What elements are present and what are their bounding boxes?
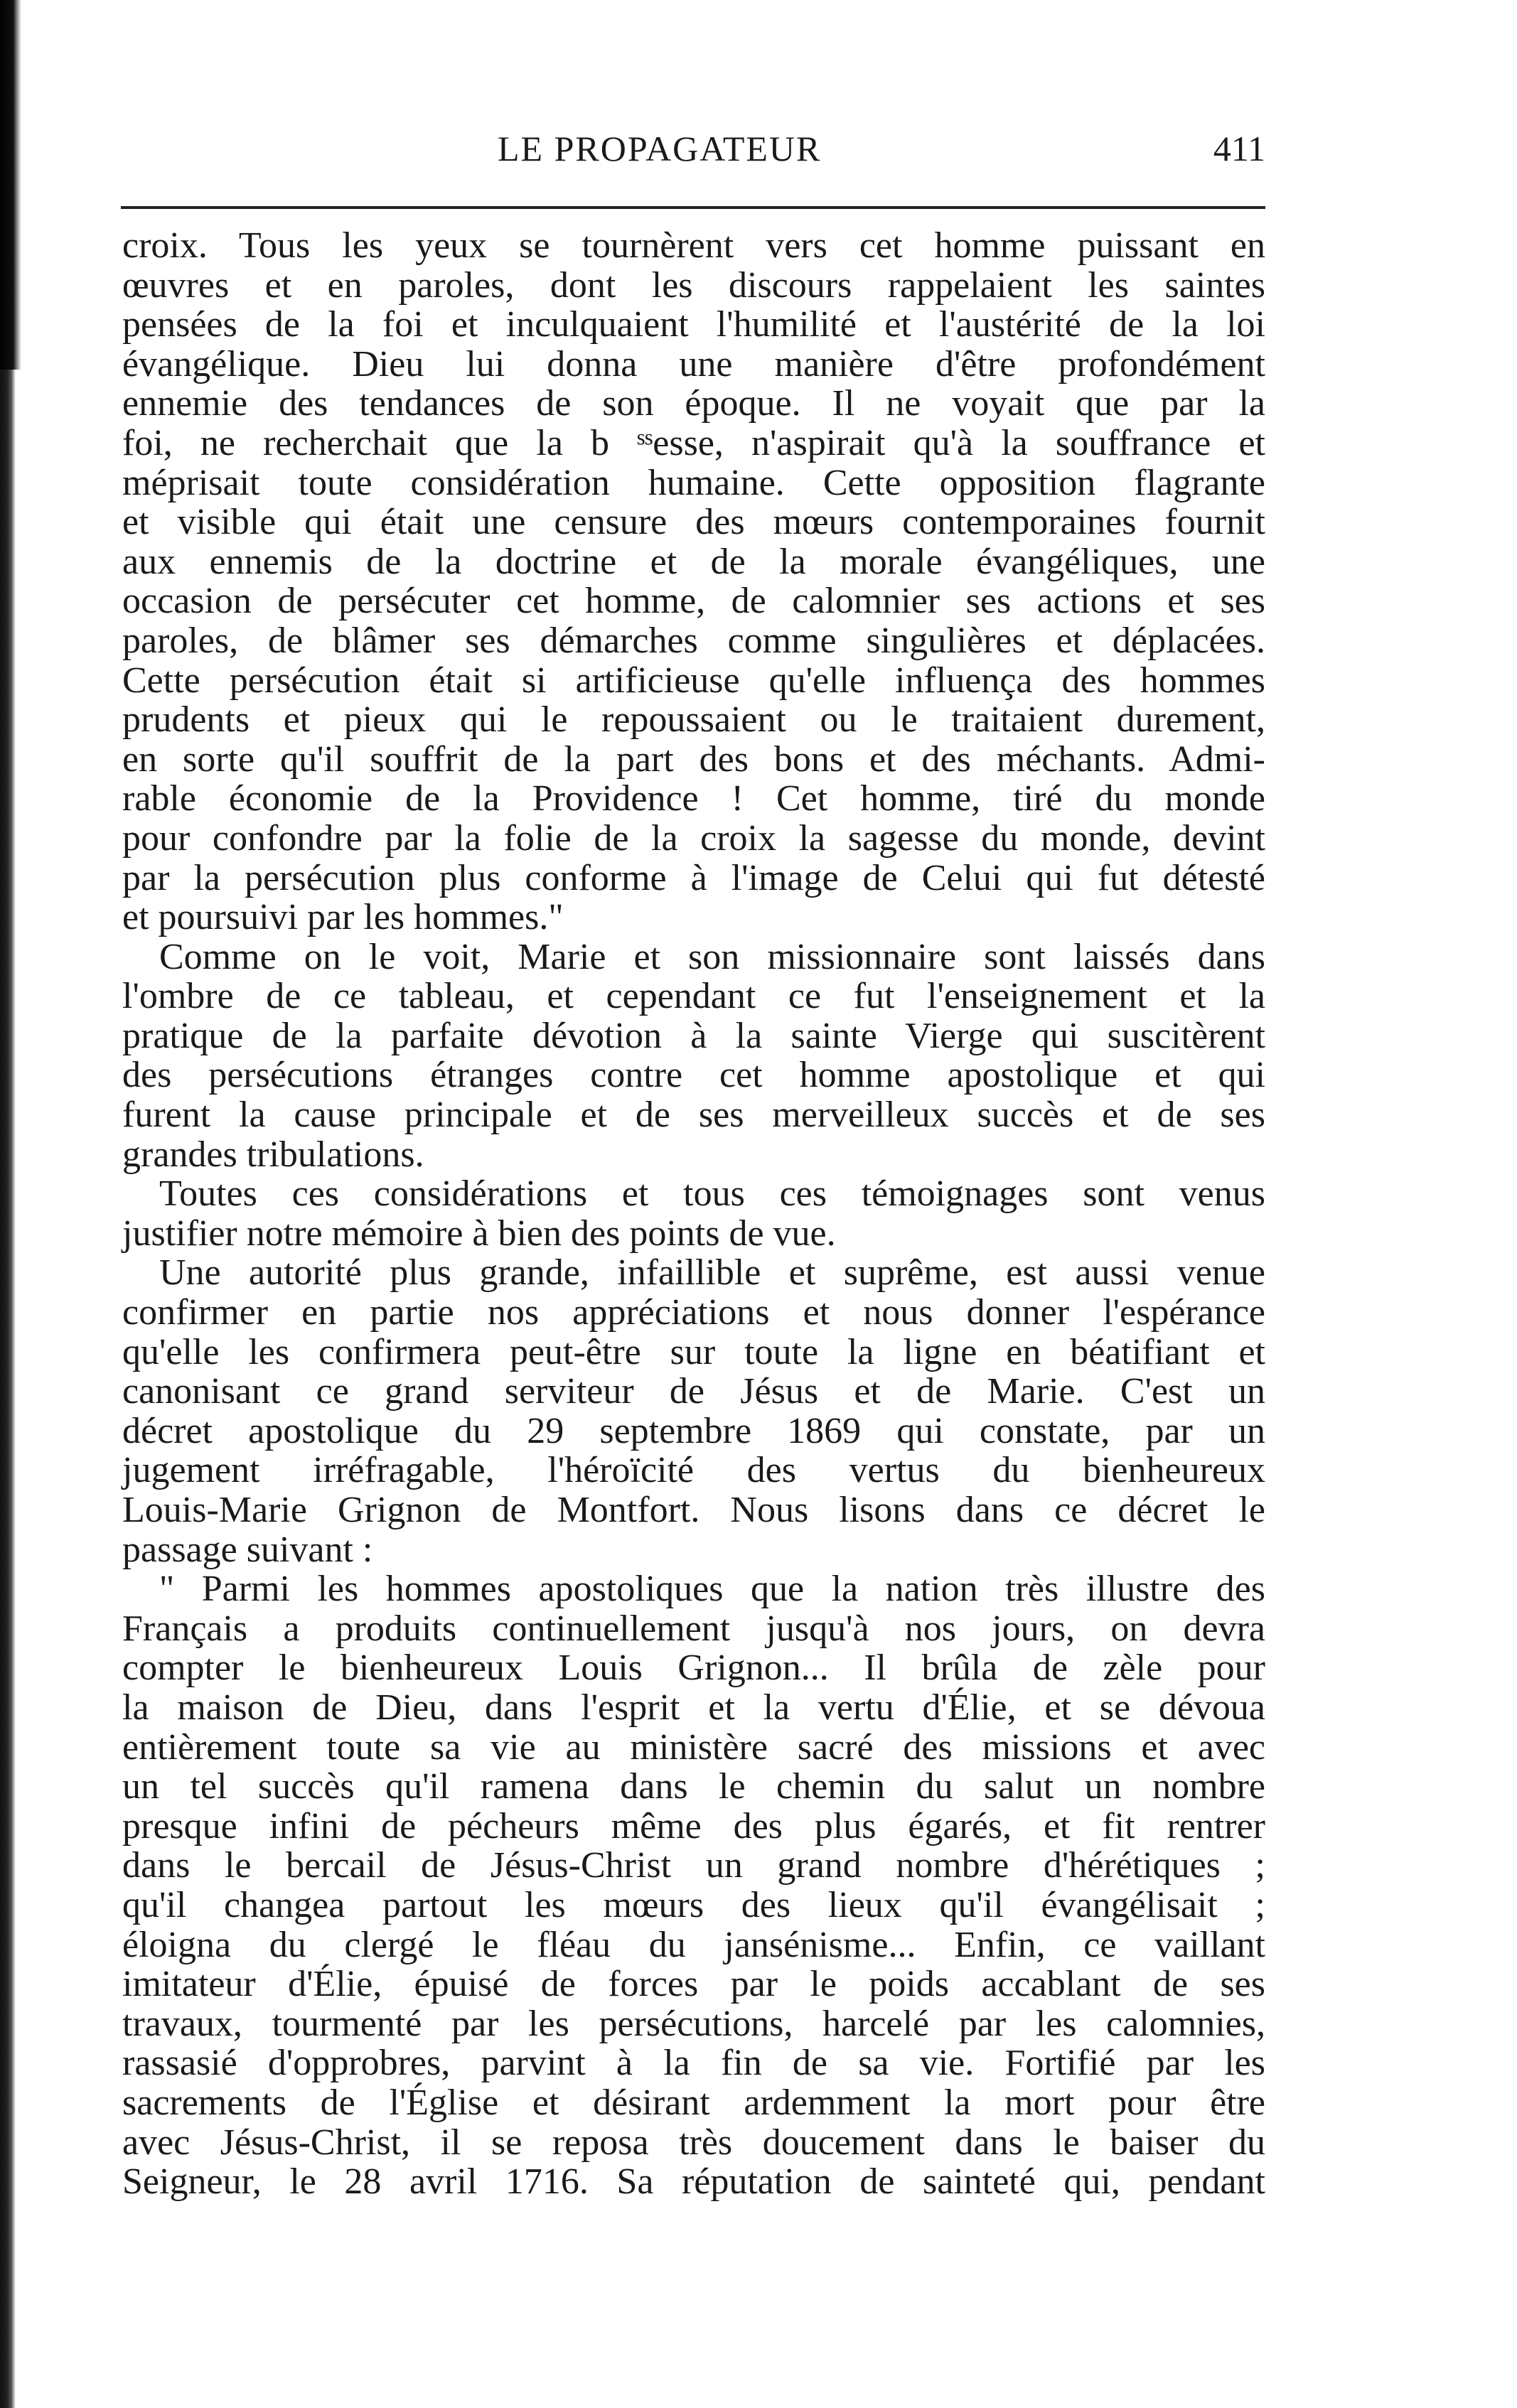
- text-line: l'ombre de ce tableau, et cependant ce fut l'enseignement et la: [122, 976, 1265, 1017]
- text-line: des persécutions étranges contre cet homme apostolique et qui: [122, 1055, 1265, 1096]
- text-line: foi, ne recherchait que la b ˢˢesse, n'aspirait qu'à la souffrance et: [122, 422, 1265, 463]
- quotation-first-line: " Parmi les hommes apostoliques que la nation très illustre des: [159, 1569, 1265, 1610]
- text-line: passage suivant :: [122, 1529, 373, 1570]
- paragraph-first-line: Comme on le voit, Marie et son missionnaire sont laissés dans: [159, 936, 1265, 977]
- text-line: méprisait toute considération humaine. Cette opposition flagrante: [122, 462, 1265, 503]
- text-line: ennemie des tendances de son époque. Il ne voyait que par la: [122, 383, 1265, 424]
- text-line: pratique de la parfaite dévotion à la sainte Vierge qui suscitèrent: [122, 1015, 1265, 1056]
- text-line: aux ennemis de la doctrine et de la morale évangéliques, une: [122, 541, 1265, 582]
- text-line: imitateur d'Élie, épuisé de forces par le poids accablant de ses: [122, 1964, 1265, 2005]
- text-line: qu'elle les confirmera peut-être sur toute la ligne en béatifiant et: [122, 1331, 1265, 1372]
- text-line: canonisant ce grand serviteur de Jésus et de Marie. C'est un: [122, 1371, 1265, 1412]
- text-line: décret apostolique du 29 septembre 1869 qui constate, par un: [122, 1410, 1265, 1451]
- text-line: occasion de persécuter cet homme, de calomnier ses actions et ses: [122, 581, 1265, 622]
- page-number: 411: [1213, 129, 1265, 168]
- body-text: [122, 226, 1265, 2202]
- text-line: confirmer en partie nos appréciations et nous donner l'espérance: [122, 1292, 1265, 1333]
- header-rule: [121, 206, 1265, 209]
- text-line: évangélique. Dieu lui donna une manière d'être profondément: [122, 343, 1265, 385]
- text-line: Seigneur, le 28 avril 1716. Sa réputation de sainteté qui, pendant: [122, 2161, 1265, 2203]
- running-title: LE PROPAGATEUR: [498, 129, 822, 168]
- text-line: en sorte qu'il souffrit de la part des bons et des méchants. Admi-: [122, 738, 1265, 780]
- text-line: pensées de la foi et inculquaient l'humilité et l'austérité de la loi: [122, 304, 1265, 345]
- text-line: œuvres et en paroles, dont les discours rappelaient les saintes: [122, 264, 1265, 306]
- text-line: pour confondre par la folie de la croix la sagesse du monde, devint: [122, 817, 1265, 859]
- text-line: et poursuivi par les hommes.": [122, 897, 564, 938]
- text-line: furent la cause principale et de ses merveilleux succès et de ses: [122, 1095, 1265, 1136]
- text-line: dans le bercail de Jésus-Christ un grand nombre d'hérétiques ;: [122, 1845, 1265, 1886]
- text-line: avec Jésus-Christ, il se reposa très doucement dans le baiser du: [122, 2122, 1265, 2163]
- text-line: Cette persécution était si artificieuse qu'elle influença des hommes: [122, 660, 1265, 701]
- text-line: croix. Tous les yeux se tournèrent vers cet homme puissant en: [122, 225, 1265, 266]
- text-line: rassasié d'opprobres, parvint à la fin de sa vie. Fortifié par les: [122, 2043, 1265, 2084]
- text-line: compter le bienheureux Louis Grignon... Il brûla de zèle pour: [122, 1648, 1265, 1689]
- text-line: prudents et pieux qui le repoussaient ou le traitaient durement,: [122, 699, 1265, 741]
- text-line: et visible qui était une censure des mœurs contemporaines fournit: [122, 502, 1265, 543]
- paragraph-first-line: Une autorité plus grande, infaillible et suprême, est aussi venue: [159, 1252, 1265, 1294]
- page-binding-shadow: [0, 0, 21, 370]
- text-line: par la persécution plus conforme à l'image de Celui qui fut détesté: [122, 857, 1265, 898]
- text-line: éloigna du clergé le fléau du jansénisme... Enfin, ce vaillant: [122, 1924, 1265, 1965]
- text-line: grandes tribulations.: [122, 1134, 424, 1175]
- text-line: jugement irréfragable, l'héroïcité des vertus du bienheureux: [122, 1450, 1265, 1491]
- text-line: rable économie de la Providence ! Cet homme, tiré du monde: [122, 778, 1265, 819]
- text-line: Louis-Marie Grignon de Montfort. Nous lisons dans ce décret le: [122, 1490, 1265, 1530]
- text-line: sacrements de l'Église et désirant ardemment la mort pour être: [122, 2082, 1265, 2123]
- text-line: travaux, tourmenté par les persécutions, harcelé par les calomnies,: [122, 2003, 1265, 2044]
- text-line: Français a produits continuellement jusqu'à nos jours, on devra: [122, 1608, 1265, 1649]
- text-line: justifier notre mémoire à bien des points de vue.: [122, 1213, 836, 1254]
- text-line: entièrement toute sa vie au ministère sacré des missions et avec: [122, 1726, 1265, 1768]
- text-line: un tel succès qu'il ramena dans le chemin du salut un nombre: [122, 1766, 1265, 1807]
- text-line: la maison de Dieu, dans l'esprit et la vertu d'Élie, et se dévoua: [122, 1687, 1265, 1728]
- text-line: presque infini de pécheurs même des plus égarés, et fit rentrer: [122, 1805, 1265, 1847]
- paragraph-first-line: Toutes ces considérations et tous ces témoignages sont venus: [159, 1173, 1265, 1215]
- page-header: [121, 128, 1265, 178]
- text-line: qu'il changea partout les mœurs des lieux qu'il évangélisait ;: [122, 1884, 1265, 1925]
- text-line: paroles, de blâmer ses démarches comme singulières et déplacées.: [122, 620, 1265, 661]
